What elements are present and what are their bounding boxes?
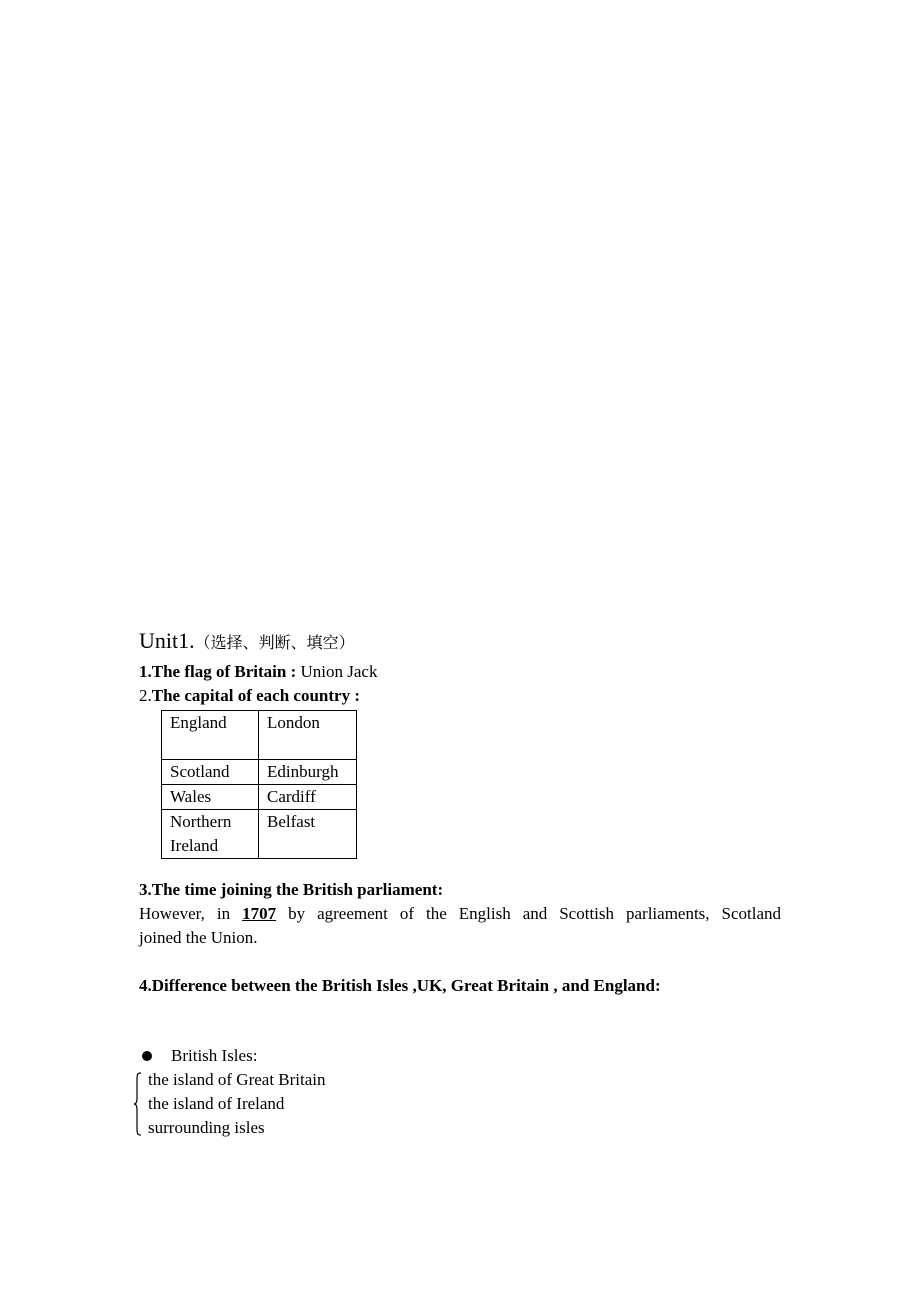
unit-subtitle: （选择、判断、填空）	[194, 633, 355, 652]
bullet-dot-icon	[142, 1051, 152, 1061]
parliament-year: 1707	[242, 904, 277, 923]
list-item: surrounding isles	[148, 1118, 265, 1137]
bullet-label: British Isles:	[171, 1046, 258, 1065]
parliament-heading: 3.The time joining the British parliament:	[139, 880, 444, 899]
flag-line	[139, 660, 781, 684]
unit-title: Unit1.	[139, 628, 195, 653]
document-body	[139, 626, 781, 1140]
capital-table	[161, 710, 357, 859]
list-item: the island of Great Britain	[148, 1070, 326, 1089]
capital-cell: Belfast	[259, 810, 357, 859]
country-cell: Northern Ireland	[162, 810, 259, 859]
capital-cell: London	[259, 711, 357, 760]
capital-number: 2.	[139, 686, 152, 705]
unit-heading	[139, 626, 781, 660]
list-item: the island of Ireland	[148, 1094, 285, 1113]
country-cell: Wales	[162, 785, 259, 810]
spacer	[139, 998, 781, 1044]
flag-heading: 1.The flag of Britain :	[139, 662, 297, 681]
parliament-text-line1	[139, 902, 781, 926]
parliament-text-line2: joined the Union.	[139, 928, 258, 947]
spacer	[139, 950, 781, 974]
bullet-item	[139, 1044, 781, 1068]
difference-heading: 4.Difference between the British Isles ,UK, Great Britain , and England:	[139, 976, 661, 995]
capital-heading-line	[139, 684, 781, 708]
flag-answer: Union Jack	[300, 662, 378, 681]
country-cell: England	[162, 711, 259, 760]
parliament-text-before: However, in	[139, 904, 231, 923]
parliament-text-after: by agreement of the English and Scottish parliaments, Scotland	[288, 904, 782, 923]
capital-cell: Edinburgh	[259, 760, 357, 785]
table-row	[162, 760, 357, 785]
table-row	[162, 810, 357, 859]
capital-heading: The capital of each country :	[151, 686, 360, 705]
table-row	[162, 785, 357, 810]
left-brace-icon	[133, 1072, 143, 1136]
country-cell: Scotland	[162, 760, 259, 785]
table-row	[162, 711, 357, 760]
capital-cell: Cardiff	[259, 785, 357, 810]
isles-list	[133, 1068, 781, 1140]
